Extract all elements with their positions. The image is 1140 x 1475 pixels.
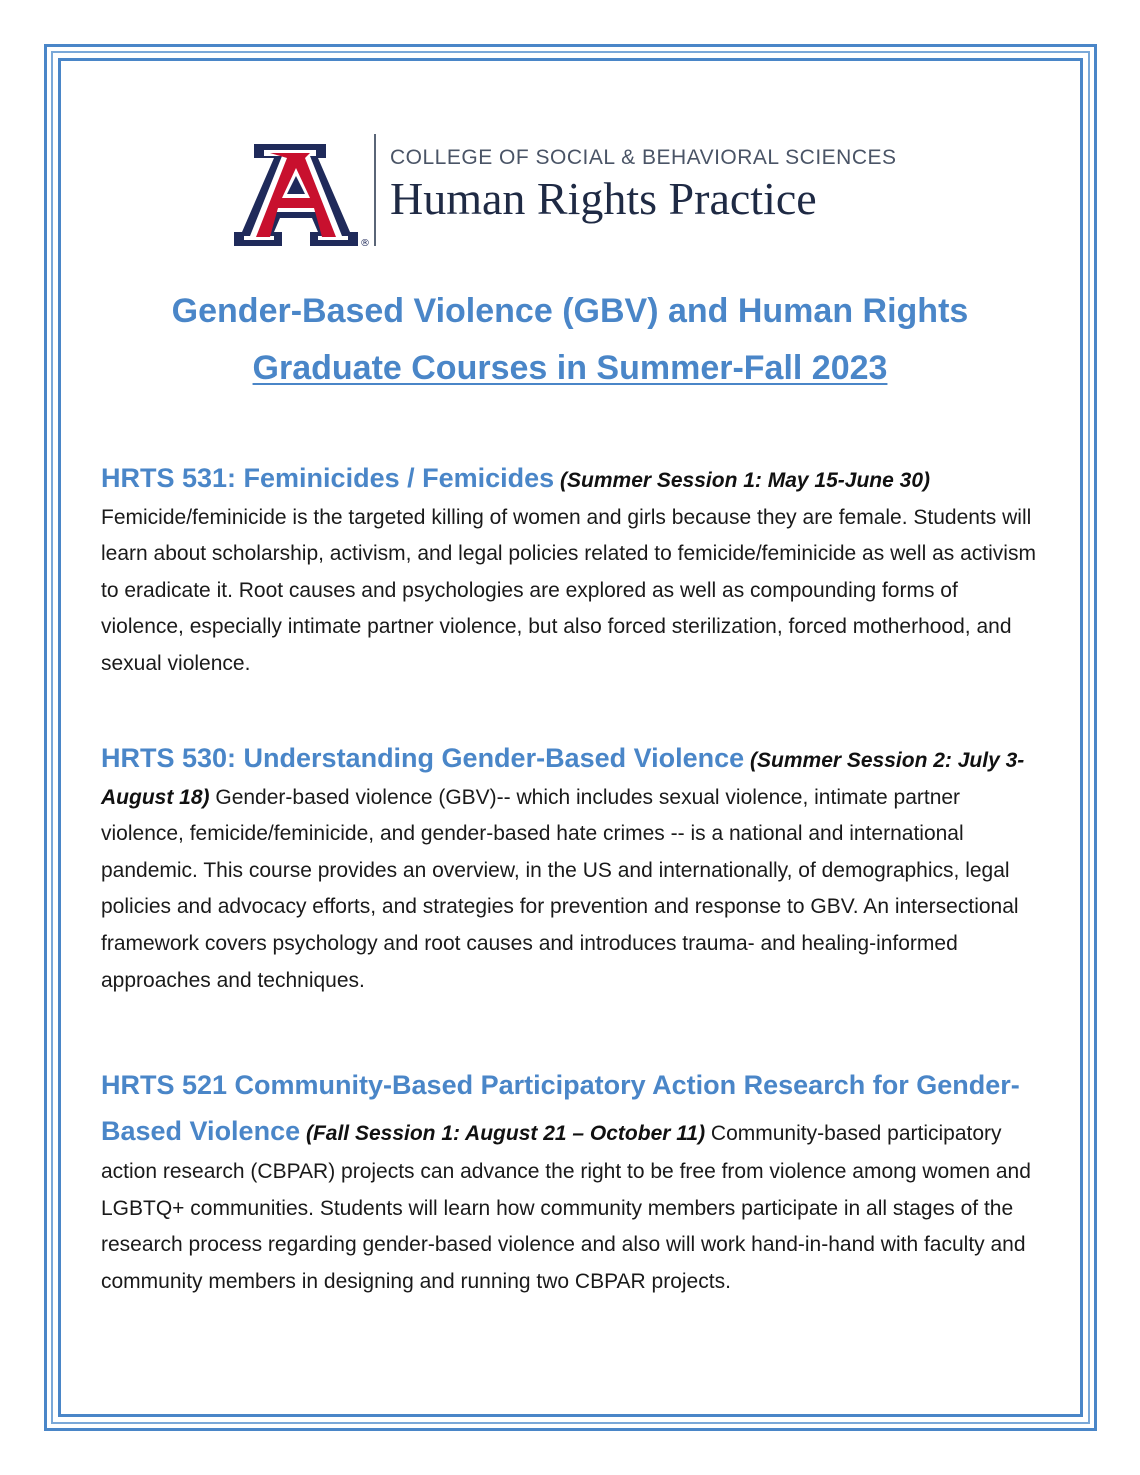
- course-heading: HRTS 521 Community-Based Participatory Action Research for Gender-Based Violence: [101, 1070, 1020, 1146]
- university-a-logo-icon: [230, 138, 370, 250]
- course-session: (Summer Session 1: May 15-June 30): [560, 469, 930, 492]
- course-block-hrts-521: [101, 1062, 1046, 1300]
- course-block-hrts-531: [101, 460, 1046, 683]
- course-description: Gender-based violence (GBV)-- which includes sexual violence, intimate partner violence, femicide/feminicide, and gender-based hate crimes -- is a national and international pandemic. This course provides an overview, in the US and internationally, of demographics, legal policies and advocacy efforts, and strategies for prevention and response to GBV. An intersectional framework covers psychology and root causes and introduces trauma- and healing-informed approaches and techniques.: [101, 785, 1019, 992]
- logo-divider: [374, 134, 376, 246]
- college-name: COLLEGE OF SOCIAL & BEHAVIORAL SCIENCES: [390, 146, 897, 169]
- course-description: Femicide/feminicide is the targeted killing of women and girls because they are female. Students will learn about scholarship, activism, and legal policies related to femicide/feminicide as well as activism to eradicate it. Root causes and psychologies are explored as well as compounding forms of violence, especially intimate partner violence, but also forced sterilization, forced motherhood, and sexual violence.: [101, 505, 1036, 675]
- course-block-hrts-530: [101, 740, 1046, 999]
- page-subtitle: Graduate Courses in Summer-Fall 2023: [252, 349, 888, 387]
- header-logo: [230, 132, 920, 250]
- course-description: Community-based participatory action research (CBPAR) projects can advance the right to be free from violence among women and LGBTQ+ communities. Students will learn how community members participate in all stages of the research process regarding gender-based violence and also will work hand-in-hand with faculty and community members in designing and running two CBPAR projects.: [101, 1122, 1031, 1293]
- course-heading: HRTS 531: Feminicides / Femicides: [101, 463, 555, 493]
- page-title: Gender-Based Violence (GBV) and Human Rights: [171, 292, 969, 330]
- program-name: Human Rights Practice: [390, 173, 817, 224]
- course-session: (Summer Session 2: July 3-August 18): [101, 749, 1025, 809]
- registered-mark: ®: [360, 238, 370, 249]
- course-heading: HRTS 530: Understanding Gender-Based Violence: [101, 743, 745, 773]
- course-session: (Fall Session 1: August 21 – October 11): [305, 1122, 706, 1145]
